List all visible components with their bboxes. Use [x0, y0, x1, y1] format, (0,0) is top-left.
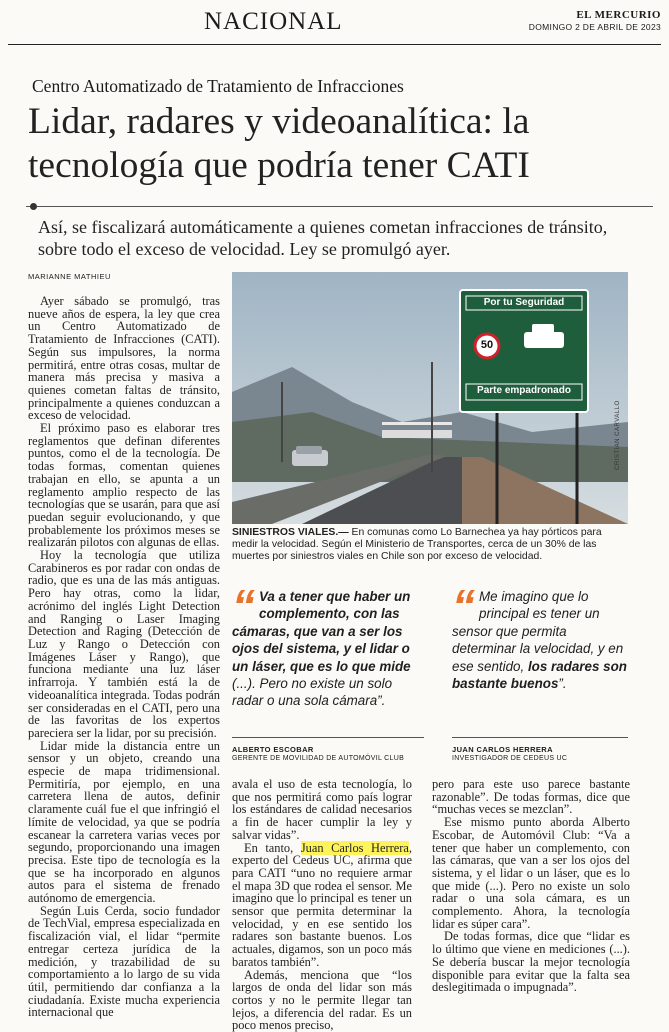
- paragraph: Ese mismo punto aborda Alberto Escobar, de Automóvil Club: “Va a tener que haber un complemento, con las cámaras, que van a ser los ojos del sistema, y el lidar o un láser, que es lo que mide (...). Pero no existe un solo radar o una sola cámara, es un complemento. Ahora, la tecnología lidar es súper cara”.: [432, 815, 630, 931]
- paragraph: El próximo paso es elaborar tres reglamentos que definan diferentes puntos, como el de la tecnología. De todas formas, comentan quienes trabajan en ello, se apunta a un reglamento amplio respecto de las tecnologías que se usarán, para que así puedan seguir evolucionando, y que probablemente los próximos meses se realizarán pilotos con algunas de ellas.: [28, 421, 220, 550]
- quote-text: Me imagino que lo principal es tener un sensor que permita determinar la velocidad, y en ese sentido,: [452, 589, 624, 674]
- paragraph: Hoy la tecnología que utiliza Carabineros es por radar con ondas de radio, que es una de las más antiguas. Pero hay otras, como la lidar, acrónimo del inglés Light Detection and Ranging o Laser Imaging Detection and Raging (Detección de Luz y Rango o Detección con Imágenes Láser y Rango), que funciona mediante una luz láser infrarroja. Y también está la de videoanalítica integrada. Todas podrán ser consideradas en el CATI, pero una de las favoritas de los expertos pareciera ser la lidar, por su precisión.: [28, 548, 220, 740]
- subhead-rule: [26, 206, 653, 207]
- quote-author: ALBERTO ESCOBAR: [232, 745, 314, 754]
- photo-credit: CRISTIAN CARVALLO: [615, 400, 621, 470]
- paragraph: Ayer sábado se promulgó, tras nueve años de espera, la ley que crea un Centro Automatizado de Tratamiento de Infracciones (CATI). Según sus impulsores, la norma permitirá, entre otras cosas, multar de manera más precisa y masiva a quienes cometan faltas de tránsito, principalmente a quienes conduzcan a exceso de velocidad.: [28, 294, 220, 423]
- sign-bottom-text: Parte empadronado: [477, 385, 571, 396]
- photo-caption: [232, 527, 628, 563]
- quote-text-bold: los radares son bastante buenos: [452, 658, 627, 692]
- pull-quote-1: [232, 580, 424, 710]
- highlighted-name: Juan Carlos Herrera: [300, 840, 409, 855]
- quote-rule: [452, 737, 628, 738]
- quote-text-bold: Va a tener que haber un complemento, con las cámaras, que van a ser los ojos del sistema, y el lidar o un láser, que es lo que mide: [232, 589, 411, 674]
- quote-author-role: INVESTIGADOR DE CEDEUS UC: [452, 755, 568, 762]
- quote-author-role: GERENTE DE MOVILIDAD DE AUTOMÓVIL CLUB: [232, 755, 405, 762]
- issue-date: DOMINGO 2 DE ABRIL DE 2023: [528, 22, 661, 32]
- body-column-2: [232, 777, 412, 1032]
- article-kicker: Centro Automatizado de Tratamiento de Infracciones: [32, 76, 404, 96]
- bullet-dot: [30, 203, 37, 210]
- quote-text-end: ”.: [558, 676, 567, 692]
- paragraph-text: En tanto,: [244, 840, 301, 855]
- byline: MARIANNE MATHIEU: [28, 272, 111, 281]
- quote-text: (...). Pero no existe un solo radar o una sola cámara”.: [232, 676, 393, 709]
- quote-mark-icon: “: [452, 580, 475, 632]
- paragraph: [232, 842, 412, 969]
- newspaper-name: EL MERCURIO: [576, 9, 661, 21]
- paragraph: Además, menciona que “los largos de onda del lidar son más cortos y no le permite llegar tan lejos, a diferencia del radar. Es un poco menos preciso,: [232, 967, 412, 1032]
- article-subhead: Así, se fiscalizará automáticamente a quienes cometan infracciones de tránsito, sobre todo el exceso de velocidad. Ley se promulgó ayer.: [38, 217, 608, 259]
- caption-lead: SINIESTROS VIALES.—: [232, 527, 349, 538]
- pull-quote-2: [452, 580, 628, 692]
- paragraph: pero para este uso parece bastante razonable”. De todas formas, dice que “muchas veces se mezclan”.: [432, 777, 630, 817]
- paragraph-text: , experto del Cedeus UC, afirma que para CATI “uno no requiere armar el mapa 3D que rodea el sensor. Me imagino que lo principal es tener un sensor que permita determinar la velocidad, y en ese sentido los radares son bastante buenos. Los actuales, digamos, son un poco más baratos también”.: [232, 840, 412, 969]
- sign-top-text: Por tu Seguridad: [483, 297, 565, 308]
- quote-author: JUAN CARLOS HERRERA: [452, 745, 553, 754]
- paragraph: Según Luis Cerda, socio fundador de TechVial, empresa especializada en fiscalización vial, el lidar “permite entregar certeza jurídica de la medición, y trazabilidad de su comportamiento a lo largo de su vida útil, permitiendo dar confianza a la ciudadanía. Existe mucha experiencia internacional que: [28, 903, 220, 1020]
- section-title: NACIONAL: [204, 8, 343, 35]
- paragraph: De todas formas, dice que “lidar es lo último que viene en mediciones (...). Se debería buscar la mejor tecnología disponible para evitar que la falta sea deslegitimada o impugnada”.: [432, 929, 630, 995]
- article-headline: Lidar, radares y videoanalítica: la tecnología que podría tener CATI: [28, 101, 530, 186]
- caption-text: En comunas como Lo Barnechea ya hay pórticos para medir la velocidad. Según el Ministerio de Transportes, cerca de un 30% de las muertes por siniestros viales en Chile son por exceso de velocidad.: [232, 527, 602, 562]
- masthead-rule: [8, 44, 661, 45]
- article-photo: [232, 272, 628, 524]
- quote-mark-icon: “: [232, 580, 255, 632]
- photo-illustration: [232, 272, 628, 524]
- body-column-1: [28, 294, 220, 1020]
- quote-rule: [232, 737, 424, 738]
- paragraph: avala el uso de esta tecnología, lo que nos permitirá como país lograr los estándares de calidad necesarios a fin de hacer cumplir la ley y salvar vidas”.: [232, 777, 412, 842]
- body-column-3: [432, 778, 630, 1010]
- paragraph: Lidar mide la distancia entre un sensor y un objeto, creando una especie de mapa tridimensional. Permitiría, por ejemplo, en una carretera llena de autos, definir claramente cuál fue el que infringió el límite de velocidad, ya que se podría escanear la carretera varias veces por segundo, proporcionando una imagen precisa. Este tipo de tecnología es la que se ha incorporado en algunos autos para el sistema de frenado autónomo de emergencia.: [28, 738, 220, 906]
- speed-limit-number: 50: [480, 339, 494, 351]
